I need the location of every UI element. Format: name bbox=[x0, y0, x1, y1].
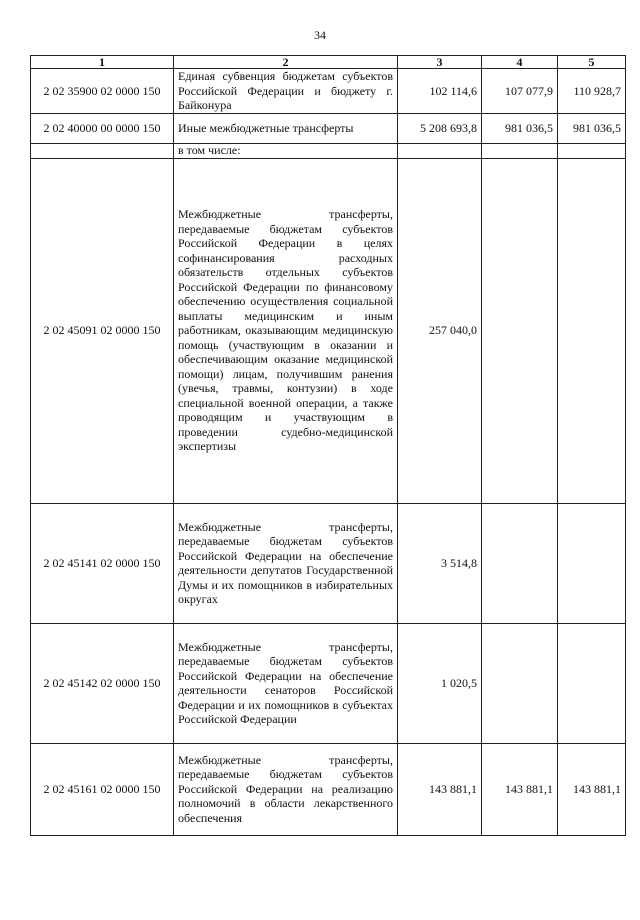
value-cell bbox=[558, 503, 626, 623]
column-header: 2 bbox=[174, 56, 398, 69]
table-row bbox=[31, 113, 626, 143]
column-header: 4 bbox=[482, 56, 558, 69]
value-cell: 143 881,1 bbox=[398, 743, 482, 835]
value-cell bbox=[398, 143, 482, 158]
value-cell bbox=[558, 143, 626, 158]
description-cell: Иные межбюджетные трансферты bbox=[174, 113, 398, 143]
value-cell: 257 040,0 bbox=[398, 158, 482, 503]
value-cell bbox=[482, 143, 558, 158]
value-cell bbox=[482, 158, 558, 503]
budget-code-cell: 2 02 45142 02 0000 150 bbox=[31, 623, 174, 743]
value-cell bbox=[558, 158, 626, 503]
table-row bbox=[31, 743, 626, 835]
value-cell bbox=[482, 503, 558, 623]
value-cell: 1 020,5 bbox=[398, 623, 482, 743]
value-cell: 102 114,6 bbox=[398, 69, 482, 114]
table-row bbox=[31, 503, 626, 623]
table-row bbox=[31, 623, 626, 743]
budget-code-cell: 2 02 40000 00 0000 150 bbox=[31, 113, 174, 143]
column-header: 3 bbox=[398, 56, 482, 69]
value-cell bbox=[558, 623, 626, 743]
budget-table bbox=[30, 55, 626, 836]
value-cell: 107 077,9 bbox=[482, 69, 558, 114]
description-cell: в том числе: bbox=[174, 143, 398, 158]
budget-code-cell: 2 02 45161 02 0000 150 bbox=[31, 743, 174, 835]
column-header: 1 bbox=[31, 56, 174, 69]
description-cell: Единая субвенция бюджетам субъектов Российской Федерации и бюджету г. Байконура bbox=[174, 69, 398, 114]
budget-code-cell bbox=[31, 143, 174, 158]
value-cell: 981 036,5 bbox=[558, 113, 626, 143]
value-cell bbox=[482, 623, 558, 743]
description-cell: Межбюджетные трансферты, передаваемые бюджетам субъектов Российской Федерации на обеспечение деятельности сенаторов Российской Федерации и их помощников в субъектах Российской Федерации bbox=[174, 623, 398, 743]
table-row bbox=[31, 69, 626, 114]
description-cell: Межбюджетные трансферты, передаваемые бюджетам субъектов Российской Федерации на обеспечение деятельности депутатов Государственной Думы и их помощников в избирательных округах bbox=[174, 503, 398, 623]
budget-code-cell: 2 02 45091 02 0000 150 bbox=[31, 158, 174, 503]
value-cell: 3 514,8 bbox=[398, 503, 482, 623]
table-header-row bbox=[31, 56, 626, 69]
value-cell: 143 881,1 bbox=[558, 743, 626, 835]
value-cell: 981 036,5 bbox=[482, 113, 558, 143]
description-cell: Межбюджетные трансферты, передаваемые бюджетам субъектов Российской Федерации на реализацию полномочий в области лекарственного обеспечения bbox=[174, 743, 398, 835]
description-cell: Межбюджетные трансферты, передаваемые бюджетам субъектов Российской Федерации в целях софинансирования расходных обязательств отдельных субъектов Российской Федерации по финансовому обеспечению осуществления социальной выплаты медицинским и иным работникам, оказывающим медицинскую помощь (участвующим в оказании и обеспечивающим оказание медицинской помощи) лицам, получившим ранения (увечья, травмы, контузии) в ходе специальной военной операции, а также проводящим и участвующим в проведении судебно-медицинской экспертизы bbox=[174, 158, 398, 503]
value-cell: 110 928,7 bbox=[558, 69, 626, 114]
budget-code-cell: 2 02 35900 02 0000 150 bbox=[31, 69, 174, 114]
page-number: 34 bbox=[314, 28, 326, 42]
table-row bbox=[31, 158, 626, 503]
value-cell: 5 208 693,8 bbox=[398, 113, 482, 143]
budget-code-cell: 2 02 45141 02 0000 150 bbox=[31, 503, 174, 623]
table-row bbox=[31, 143, 626, 158]
value-cell: 143 881,1 bbox=[482, 743, 558, 835]
column-header: 5 bbox=[558, 56, 626, 69]
